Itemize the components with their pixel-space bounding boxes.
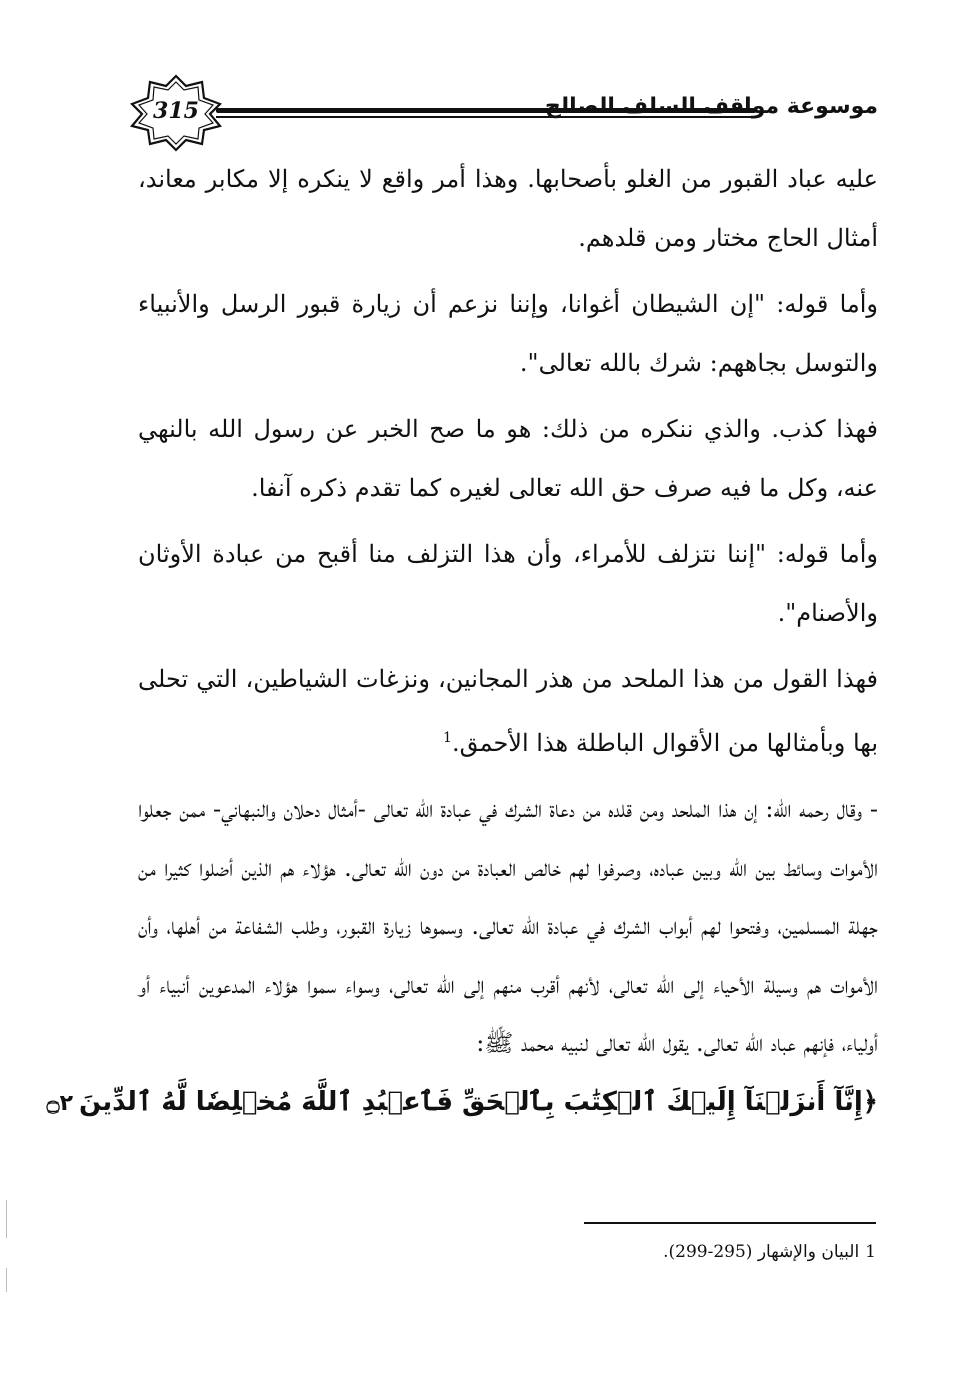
page-header	[128, 72, 878, 158]
scan-edge-mark	[6, 1200, 7, 1238]
footnote-reference[interactable]: 1	[443, 729, 452, 746]
main-text	[46, 150, 879, 1133]
paragraph: عليه عباد القبور من الغلو بأصحابها. وهذا أمر واقع لا ينكره إلا مكابر معاند، أمثال الحاج مختار ومن قلدهم.	[138, 165, 879, 252]
page-number-badge	[128, 72, 224, 152]
paragraph: وأما قوله: "إن الشيطان أغوانا، وإننا نزعم أن زيارة قبور الرسل والأنبياء والتوسل بجاههم: شرك بالله تعالى".	[138, 290, 878, 377]
footnote	[520, 1242, 876, 1262]
paragraph: فهذا كذب. والذي ننكره من ذلك: هو ما صح الخبر عن رسول الله بالنهي عنه، وكل ما فيه صرف حق الله تعالى لغيره كما تقدم ذكره آنفا.	[138, 415, 878, 502]
footnote-number: 1	[865, 1242, 876, 1262]
verse-text: ﴿إِنَّآ أَنزَلۡنَآ إِلَيۡكَ ٱلۡكِتَٰبَ بِٱلۡحَقِّ فَٱعۡبُدِ ٱللَّهَ مُخۡلِصٗا لَّهُ ٱلدِّينَ	[79, 1086, 878, 1117]
footnote-separator	[584, 1222, 876, 1224]
footnote-text: البيان والإشهار (295-299).	[663, 1242, 860, 1262]
paragraph-text: فهذا القول من هذا الملحد من هذر المجانين، ونزغات الشياطين، التي تحلى بها وبأمثالها من الأقوال الباطلة هذا الأحمق.	[138, 665, 878, 757]
verse-number-marker: ۝٢	[46, 1090, 73, 1116]
paragraph	[138, 650, 878, 772]
page-number: 315	[153, 98, 199, 124]
scan-edge-mark	[6, 1268, 7, 1292]
paragraph: وأما قوله: "إننا نتزلف للأمراء، وأن هذا التزلف منا أقبح من عبادة الأوثان والأصنام".	[138, 540, 878, 627]
book-title: موسوعة مواقف السلف الصالح	[545, 94, 878, 119]
quran-verse	[46, 1073, 878, 1133]
paragraph: - وقال رحمه الله: إن هذا الملحد ومن قلده من دعاة الشرك في عبادة الله تعالى -أمثال دحلان والنبهاني- ممن جعلوا الأموات وسائط بين الله وبين عباده، وصرفوا لهم خالص العبادة من دون الله تعالى. هؤلاء هم الذين أضلوا كثيرا من جهلة المسلمين، وفتحوا لهم أبواب الشرك في عبادة الله تعالى. وسموها زيارة القبور، وطلب الشفاعة من أهلها، وأن الأموات هم وسيلة الأحياء إلى الله تعالى، لأنهم أقرب منهم إلى الله تعالى، وسواء سموا هؤلاء المدعوين أنبياء أو أولياء، فإنهم عباد الله تعالى. يقول الله تعالى لنبيه محمد ﷺ:	[138, 795, 879, 1057]
